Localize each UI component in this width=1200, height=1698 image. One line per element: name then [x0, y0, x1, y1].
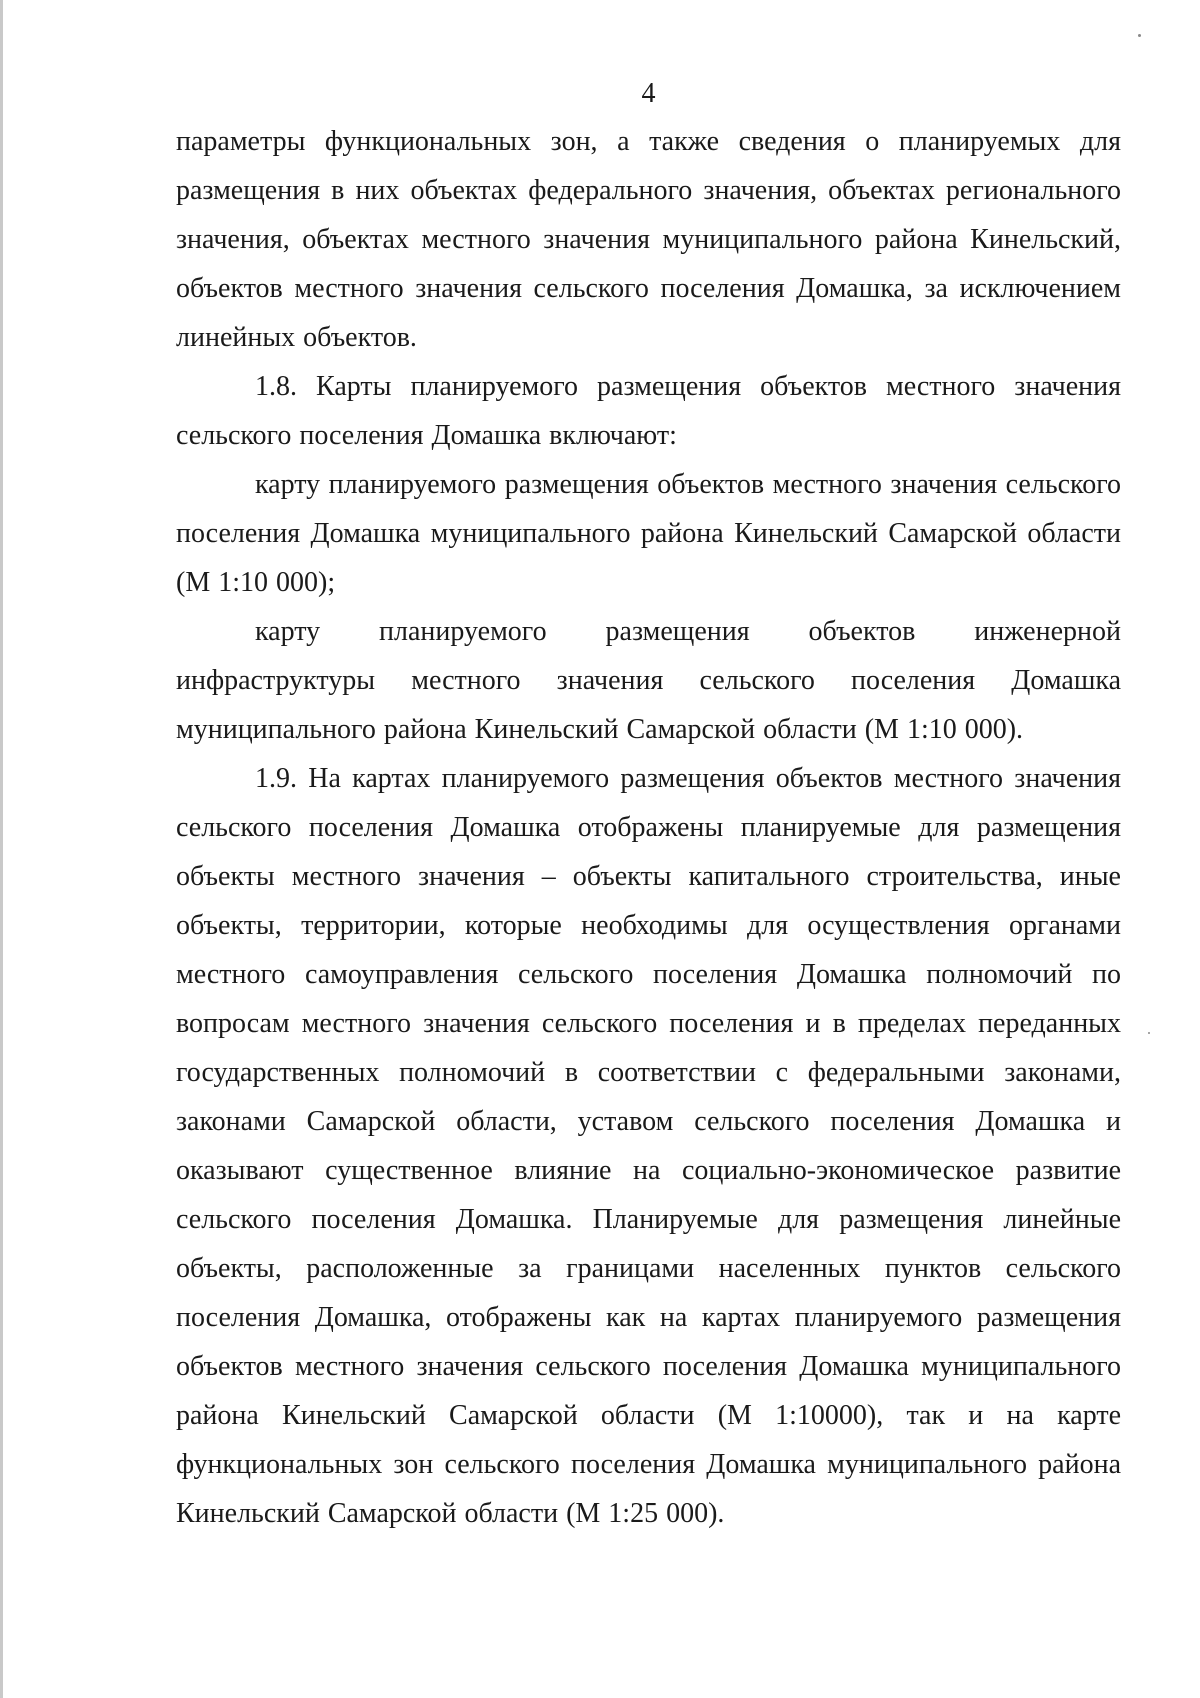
- paragraph-map-engineering: карту планируемого размещения объектов инженерной инфраструктуры местного значения сельского поселения Домашка муниципального района Кинельский Самарской области (М 1:10 000).: [176, 616, 1121, 745]
- paragraph-continuation: параметры функциональных зон, а также сведения о планируемых для размещения в них объектах федерального значения, объектах регионального значения, объектах местного значения муниципального района Кинельский, объектов местного значения сельского поселения Домашка, за исключением линейных объектов.: [176, 126, 1121, 353]
- paragraph-section-1-8: 1.8. Карты планируемого размещения объектов местного значения сельского поселения Домашка включают:: [176, 371, 1121, 451]
- paragraph-section-1-9: 1.9. На картах планируемого размещения объектов местного значения сельского поселения Домашка отображены планируемые для размещения объекты местного значения – объекты капитального строительства, иные объекты, территории, которые необходимы для осуществления органами местного самоуправления сельского поселения Домашка полномочий по вопросам местного значения сельского поселения и в пределах переданных государственных полномочий в соответствии с федеральными законами, законами Самарской области, уставом сельского поселения Домашка и оказывают существенное влияние на социально-экономическое развитие сельского поселения Домашка. Планируемые для размещения линейные объекты, расположенные за границами населенных пунктов сельского поселения Домашка, отображены как на картах планируемого размещения объектов местного значения сельского поселения Домашка муниципального района Кинельский Самарской области (М 1:10000), так и на карте функциональных зон сельского поселения Домашка муниципального района Кинельский Самарской области (М 1:25 000).: [176, 763, 1121, 1529]
- paragraph-map-local-objects: карту планируемого размещения объектов местного значения сельского поселения Домашка муниципального района Кинельский Самарской области (М 1:10 000);: [176, 469, 1121, 598]
- body-text: [176, 117, 1121, 1538]
- scan-speck: [1148, 1032, 1150, 1034]
- scan-edge: [0, 0, 3, 1698]
- page-number: 4: [641, 78, 656, 109]
- scan-speck: [1138, 34, 1141, 37]
